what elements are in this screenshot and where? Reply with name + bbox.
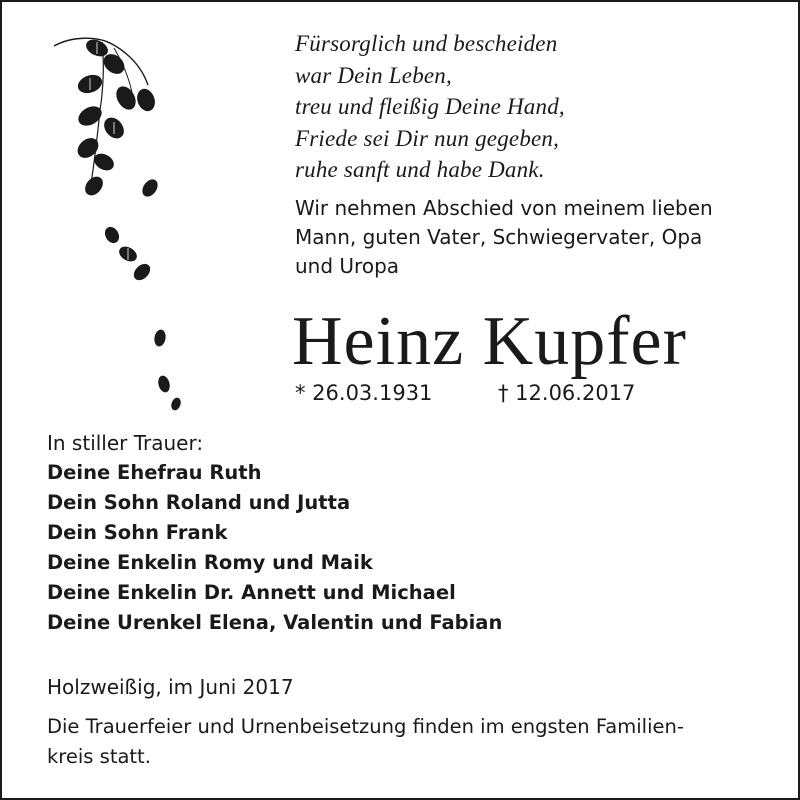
mourner-line: Dein Sohn Roland und Jutta (47, 491, 351, 514)
mourners-list (47, 458, 502, 638)
memorial-verse (295, 28, 565, 186)
farewell-line: Wir nehmen Abschied von meinem lieben (295, 196, 713, 220)
farewell-text (295, 194, 775, 281)
mourner-line: Dein Sohn Frank (47, 521, 228, 544)
mourners-intro: In stiller Trauer: (47, 431, 204, 455)
farewell-line: und Uropa (295, 254, 400, 278)
funeral-notice (47, 712, 684, 772)
birch-branch-icon (42, 30, 182, 420)
verse-line: ruhe sanft und habe Dank. (295, 157, 545, 182)
mourner-line: Deine Enkelin Romy und Maik (47, 551, 373, 574)
verse-line: Friede sei Dir nun gegeben, (295, 125, 560, 151)
deceased-name: Heinz Kupfer (292, 303, 687, 380)
birth-date: * 26.03.1931 (295, 381, 433, 405)
mourner-line: Deine Urenkel Elena, Valentin und Fabian (47, 611, 503, 634)
funeral-line: Die Trauerfeier und Urnenbeisetzung finden im engsten Familien- (47, 715, 684, 738)
mourner-line: Deine Ehefrau Ruth (47, 461, 262, 484)
verse-line: Fürsorglich und bescheiden (295, 31, 558, 56)
mourner-line: Deine Enkelin Dr. Annett und Michael (47, 581, 456, 604)
verse-line: war Dein Leben, (295, 62, 452, 88)
farewell-line: Mann, guten Vater, Schwiegervater, Opa (295, 225, 703, 249)
funeral-line: kreis statt. (47, 745, 151, 768)
verse-line: treu und fleißig Deine Hand, (295, 94, 565, 119)
death-date: † 12.06.2017 (498, 381, 636, 405)
place-and-date: Holzweißig, im Juni 2017 (47, 675, 294, 699)
